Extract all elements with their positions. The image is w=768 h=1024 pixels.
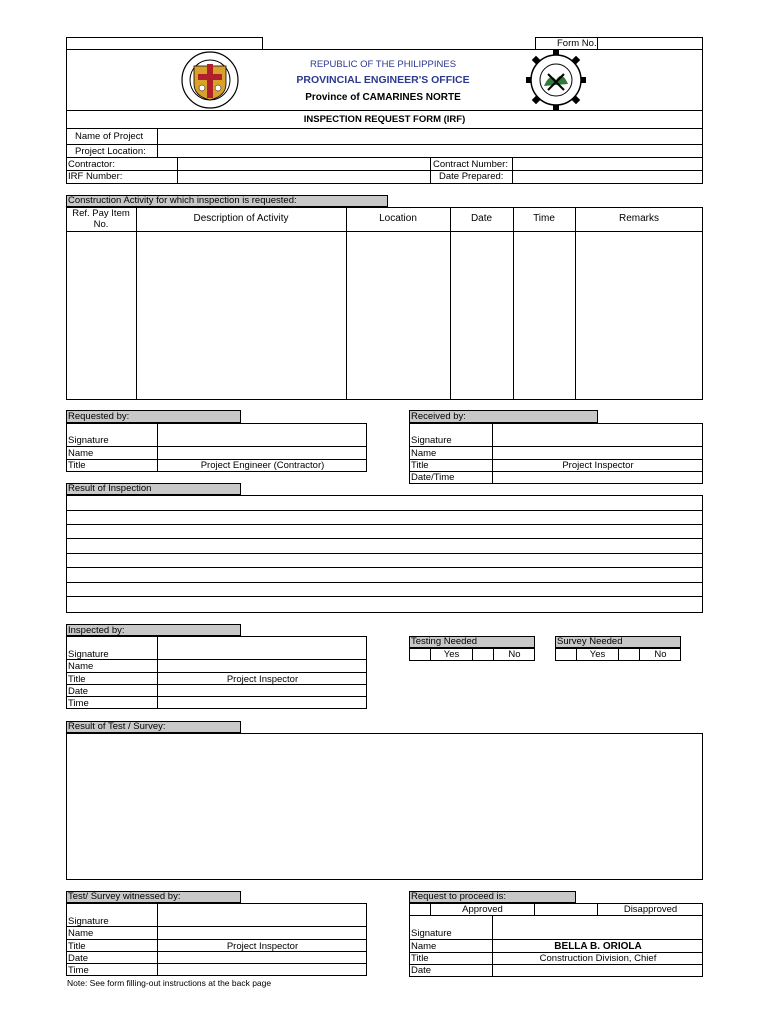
testing-yes-checkbox[interactable] bbox=[410, 649, 430, 660]
inspected-time-label: Time bbox=[68, 698, 89, 709]
result-test-box[interactable] bbox=[66, 733, 703, 880]
col-remarks: Remarks bbox=[618, 213, 659, 224]
proceed-date-label: Date bbox=[411, 965, 432, 976]
activity-label: Construction Activity for which inspection is requested: bbox=[68, 195, 297, 206]
witnessed-name-field[interactable] bbox=[158, 927, 366, 939]
proceed-name-value: BELLA B. ORIOLA bbox=[554, 941, 642, 952]
republic-heading: REPUBLIC OF THE PHILIPPINES bbox=[309, 59, 457, 70]
testing-yes-label: Yes bbox=[443, 649, 460, 660]
name-of-project-label: Name of Project bbox=[75, 131, 144, 142]
survey-no-label: No bbox=[654, 649, 667, 660]
engineers-office-seal-logo bbox=[526, 50, 586, 110]
form-no-label: Form No. bbox=[557, 38, 597, 49]
witnessed-signature-label: Signature bbox=[68, 916, 109, 927]
survey-yes-label: Yes bbox=[589, 649, 606, 660]
witnessed-date-field[interactable] bbox=[158, 952, 366, 963]
inspected-title-value: Project Inspector bbox=[226, 674, 299, 685]
testing-no-label: No bbox=[508, 649, 521, 660]
result-inspection-label: Result of Inspection bbox=[68, 483, 152, 494]
witnessed-title-label: Title bbox=[68, 941, 86, 952]
requested-name-field[interactable] bbox=[158, 447, 366, 459]
received-title-value: Project Inspector bbox=[562, 460, 634, 471]
received-datetime-field[interactable] bbox=[493, 472, 702, 483]
requested-name-label: Name bbox=[68, 448, 94, 459]
inspected-date-field[interactable] bbox=[158, 685, 366, 696]
witnessed-name-label: Name bbox=[68, 928, 94, 939]
testing-no-checkbox[interactable] bbox=[473, 649, 493, 660]
inspected-name-field[interactable] bbox=[158, 660, 366, 672]
contractor-field[interactable] bbox=[178, 158, 430, 170]
col-date: Date bbox=[470, 213, 493, 224]
contract-number-label: Contract Number: bbox=[433, 159, 508, 170]
date-prepared-label: Date Prepared: bbox=[439, 171, 504, 182]
requested-signature-field[interactable] bbox=[158, 424, 366, 446]
proceed-signature-field[interactable] bbox=[493, 916, 702, 939]
requested-signature-label: Signature bbox=[68, 435, 109, 446]
col-ref-pay-item: Ref. Pay Item bbox=[72, 208, 130, 219]
inspected-by-label: Inspected by: bbox=[68, 625, 125, 636]
approved-checkbox[interactable] bbox=[410, 904, 430, 915]
project-location-field[interactable] bbox=[158, 145, 702, 157]
inspected-date-label: Date bbox=[68, 686, 89, 697]
row-divider bbox=[66, 672, 367, 673]
result-inspection-entry-area[interactable] bbox=[67, 496, 702, 612]
witnessed-date-label: Date bbox=[68, 953, 89, 964]
province-heading: Province of CAMARINES NORTE bbox=[305, 92, 461, 103]
date-prepared-field[interactable] bbox=[513, 171, 702, 183]
inspected-name-label: Name bbox=[68, 661, 94, 672]
received-title-label: Title bbox=[411, 460, 429, 471]
survey-no-checkbox[interactable] bbox=[619, 649, 639, 660]
proceed-label: Request to proceed is: bbox=[411, 891, 507, 902]
survey-yes-checkbox[interactable] bbox=[556, 649, 576, 660]
col-divider bbox=[430, 158, 431, 184]
proceed-name-label: Name bbox=[411, 941, 437, 952]
col-time: Time bbox=[533, 213, 555, 224]
proceed-title-value: Construction Division, Chief bbox=[539, 953, 657, 964]
proceed-signature-label: Signature bbox=[411, 928, 452, 939]
survey-needed-label: Survey Needed bbox=[557, 636, 623, 647]
requested-title-value: Project Engineer (Contractor) bbox=[200, 460, 325, 471]
irf-number-label: IRF Number: bbox=[68, 171, 123, 182]
inspected-signature-field[interactable] bbox=[158, 637, 366, 659]
row-divider bbox=[66, 939, 367, 940]
witnessed-time-label: Time bbox=[68, 965, 89, 976]
inspected-signature-label: Signature bbox=[68, 649, 109, 660]
contractor-label: Contractor: bbox=[68, 159, 115, 170]
col-ref-pay-item-no: No. bbox=[93, 219, 109, 230]
disapproved-checkbox[interactable] bbox=[535, 904, 597, 915]
province-seal-logo bbox=[180, 50, 240, 110]
testing-needed-label: Testing Needed bbox=[411, 636, 478, 647]
office-heading: PROVINCIAL ENGINEER'S OFFICE bbox=[296, 74, 470, 86]
name-of-project-field[interactable] bbox=[158, 129, 702, 144]
received-datetime-label: Date/Time bbox=[411, 472, 455, 483]
received-signature-label: Signature bbox=[411, 435, 452, 446]
received-by-label: Received by: bbox=[411, 411, 466, 422]
approved-label: Approved bbox=[462, 904, 503, 915]
result-test-label: Result of Test / Survey: bbox=[68, 721, 166, 732]
form-title: INSPECTION REQUEST FORM (IRF) bbox=[303, 114, 466, 125]
inspected-title-label: Title bbox=[68, 674, 86, 685]
received-name-field[interactable] bbox=[493, 447, 702, 459]
requested-title-label: Title bbox=[68, 460, 86, 471]
form-no-field[interactable] bbox=[598, 38, 702, 49]
proceed-title-label: Title bbox=[411, 953, 429, 964]
col-description: Description of Activity bbox=[193, 213, 289, 224]
received-name-label: Name bbox=[411, 448, 437, 459]
row-divider bbox=[409, 939, 703, 940]
irf-number-field[interactable] bbox=[178, 171, 430, 183]
requested-by-label: Requested by: bbox=[68, 411, 130, 422]
footer-note: Note: See form filling-out instructions at the back page bbox=[67, 978, 272, 988]
witnessed-by-label: Test/ Survey witnessed by: bbox=[68, 891, 181, 902]
proceed-date-field[interactable] bbox=[493, 965, 702, 976]
activity-entry-area[interactable] bbox=[67, 232, 702, 399]
col-location: Location bbox=[379, 213, 417, 224]
witnessed-time-field[interactable] bbox=[158, 964, 366, 975]
witnessed-title-value: Project Inspector bbox=[226, 941, 299, 952]
inspected-time-field[interactable] bbox=[158, 697, 366, 708]
disapproved-label: Disapproved bbox=[623, 904, 678, 915]
received-signature-field[interactable] bbox=[493, 424, 702, 446]
contract-number-field[interactable] bbox=[513, 158, 702, 170]
witnessed-signature-field[interactable] bbox=[158, 904, 366, 926]
project-location-label: Project Location: bbox=[75, 146, 146, 157]
